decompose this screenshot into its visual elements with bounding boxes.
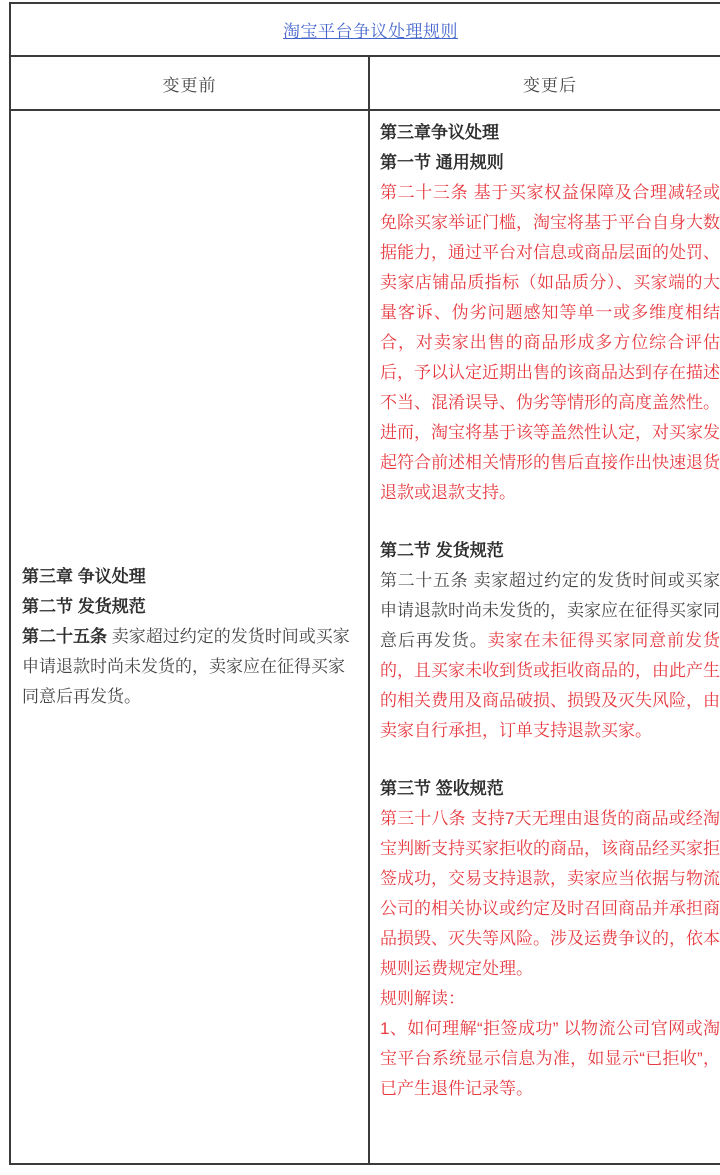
comparison-body-row — [10, 110, 720, 1164]
after-change-cell — [369, 110, 720, 1164]
title-row — [10, 3, 720, 56]
after-clause25-paragraph — [380, 566, 720, 746]
before-clause-number: 第二十五条 — [22, 627, 107, 646]
after-clause25-revised-text: 卖家在未征得买家同意前发货的，且买家未收到货或拒收商品的，由此产生的相关费用及商品破损、损毁及灭失风险，由卖家自行承担，订单支持退款买家。 — [380, 631, 720, 740]
before-chapter-heading: 第三章 争议处理 — [22, 567, 146, 586]
after-clause23-paragraph: 第二十三条 基于买家权益保障及合理减轻或免除买家举证门槛，淘宝将基于平台自身大数据能力，通过平台对信息或商品层面的处罚、卖家店铺品质指标（如品质分）、买家端的大量客诉、伪劣问题感知等单一或多维度相结合，对卖家出售的商品形成多方位综合评估后，予以认定近期出售的该商品达到存在描述不当、混淆误导、伪劣等情形的高度盖然性。进而，淘宝将基于该等盖然性认定，对买家发起符合前述相关情形的售后直接作出快速退货退款或退款支持。 — [380, 183, 720, 502]
rules-comparison-table — [9, 2, 720, 1165]
after-chapter-heading: 第三章争议处理 — [380, 123, 499, 142]
after-clause38-paragraph: 第三十八条 支持7天无理由退货的商品或经淘宝判断支持买家拒收的商品，该商品经买家拒签成功，交易支持退款，卖家应当依据与物流公司的相关协议或约定及时召回商品并承担商品损毁、灭失等风险。涉及运费争议的，依本规则运费规定处理。 — [380, 809, 720, 978]
table-title-cell — [10, 3, 720, 56]
after-interpretation-label: 规则解读： — [380, 989, 465, 1008]
after-section2-heading: 第二节 发货规范 — [380, 541, 504, 560]
after-clause25-unchanged-text: 第二十五条 卖家超过约定的发货时间或买家申请退款时尚未发货的，卖家应在征得买家同意后再发货。 — [380, 571, 720, 650]
before-change-cell — [10, 110, 369, 1164]
before-clause-text: 卖家超过约定的发货时间或买家申请退款时尚未发货的，卖家应在征得买家同意后再发货。 — [22, 627, 350, 706]
column-header-before: 变更前 — [10, 56, 369, 110]
after-interpretation-item: 1、如何理解“拒签成功” 以物流公司官网或淘宝平台系统显示信息为准，如显示“已拒收”，已产生退件记录等。 — [380, 1019, 720, 1098]
column-header-after: 变更后 — [369, 56, 720, 110]
rule-title-link[interactable]: 淘宝平台争议处理规则 — [283, 22, 458, 41]
before-section-heading: 第二节 发货规范 — [22, 597, 146, 616]
after-section1-heading: 第一节 通用规则 — [380, 153, 504, 172]
column-header-row — [10, 56, 720, 110]
before-clause-paragraph — [22, 622, 356, 712]
after-section3-heading: 第三节 签收规范 — [380, 779, 504, 798]
